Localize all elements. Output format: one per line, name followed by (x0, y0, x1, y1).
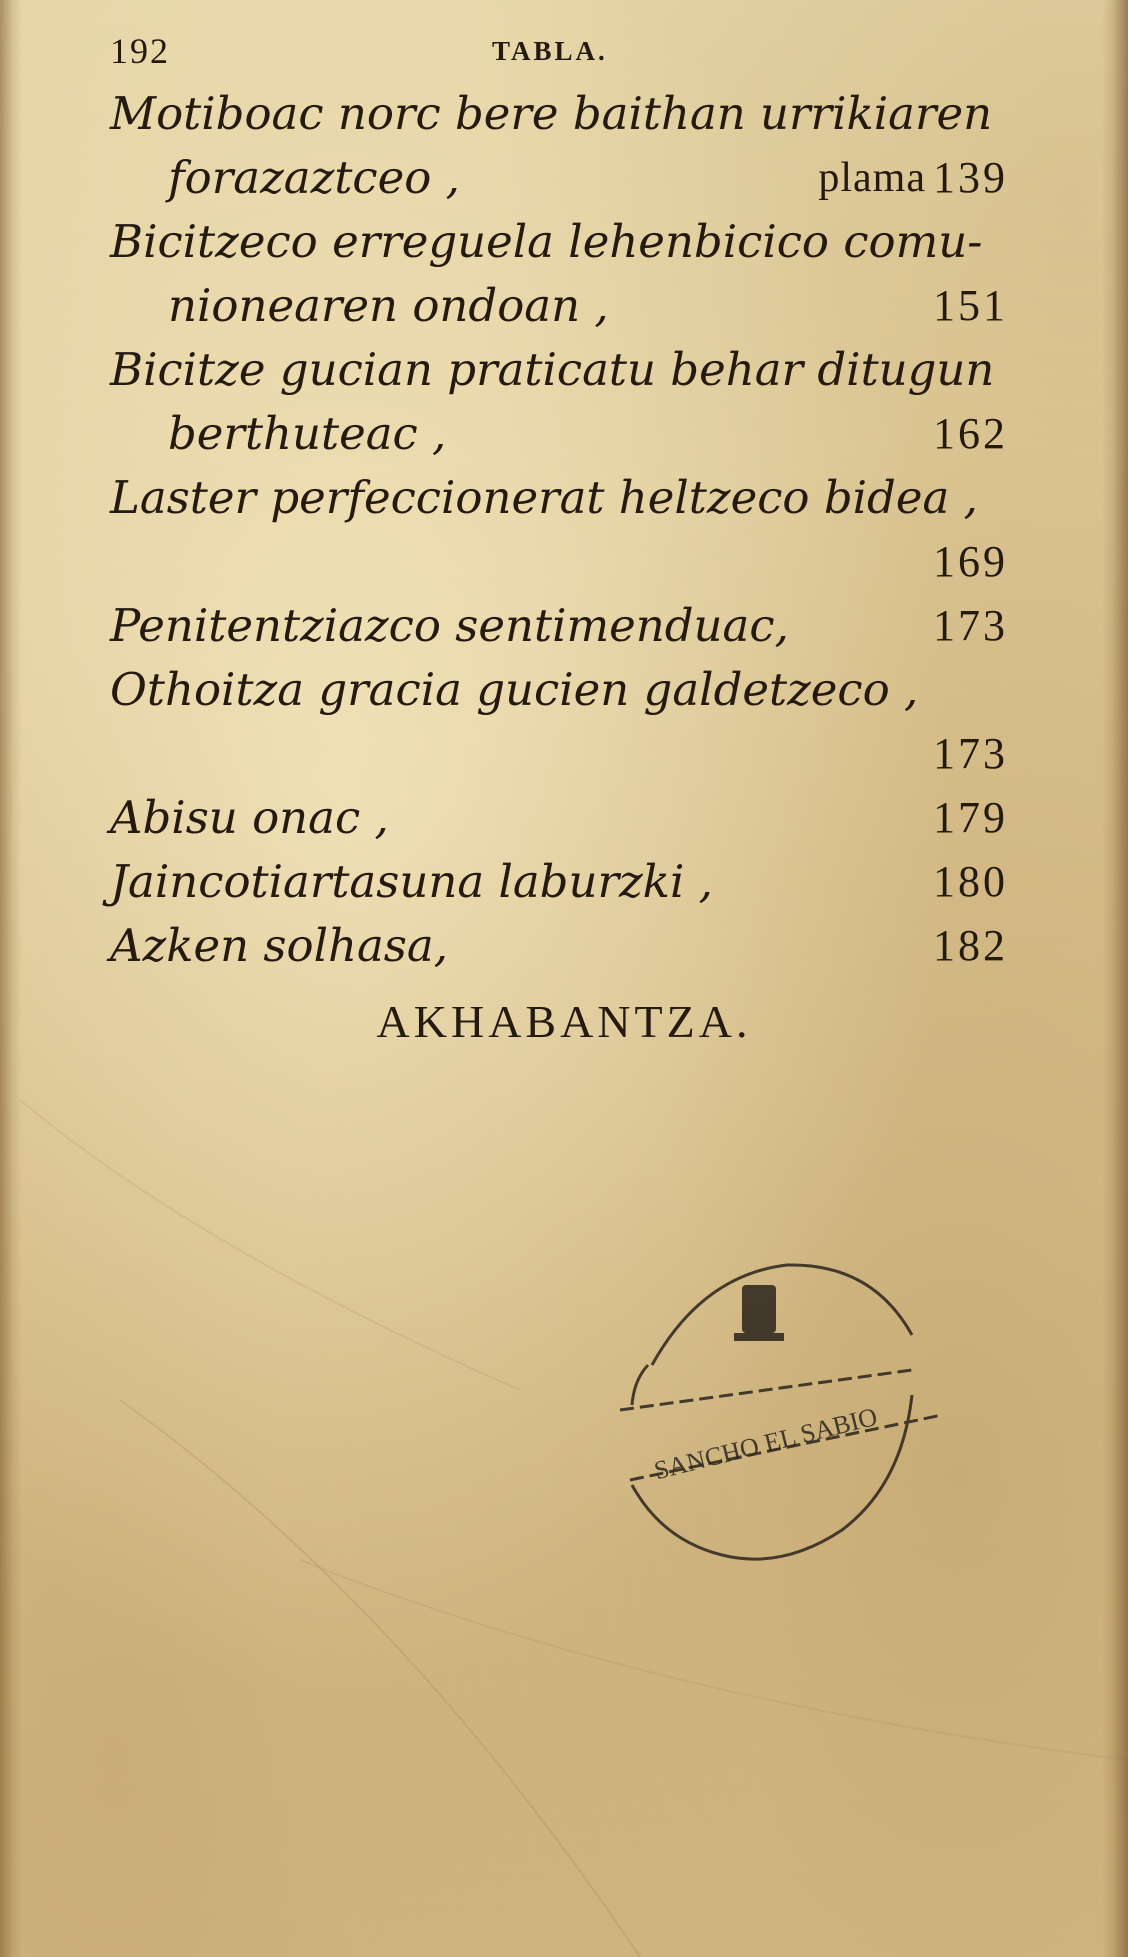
toc-page-number: 139 (933, 153, 1008, 202)
page-number: 192 (110, 31, 170, 71)
toc-entry-line (110, 466, 1016, 530)
stamp-emblem (734, 1285, 784, 1341)
toc-entry-line (110, 914, 1016, 978)
toc-entry-line (110, 658, 1016, 722)
toc-entry-title: forazaztceo , (168, 151, 460, 204)
toc-entry (110, 82, 1016, 210)
toc-entry-title: Bicitze gucian praticatu behar ditugun (110, 343, 995, 396)
end-word: AKHABANTZA. (376, 996, 752, 1047)
toc-entry-title: berthuteac , (168, 407, 447, 460)
toc-entry-line (110, 850, 1016, 914)
toc-entry (110, 786, 1016, 850)
toc-entry (110, 210, 1016, 338)
toc-entry-title: Othoitza gracia gucien galdetzeco , (110, 663, 919, 716)
toc-entry-title: Laster perfeccionerat heltzeco bidea , (110, 471, 978, 524)
toc-entry-line (110, 274, 1016, 338)
toc-page-number: 173 (933, 729, 1008, 778)
toc-page-number: 179 (933, 793, 1008, 842)
toc-page-number: 173 (933, 601, 1008, 650)
toc-entry-title: Bicitzeco erreguela lehenbicico comu- (110, 215, 983, 268)
toc-entry-line (110, 530, 1016, 594)
toc-entry (110, 594, 1016, 658)
table-of-contents (110, 82, 1016, 978)
toc-entry (110, 466, 1016, 594)
toc-entry (110, 850, 1016, 914)
running-head: TABLA. (492, 36, 608, 66)
toc-entry (110, 338, 1016, 466)
toc-entry-line (110, 146, 1016, 210)
toc-entry-title: Azken solhasa, (110, 919, 449, 972)
toc-page-number: 169 (933, 537, 1008, 586)
toc-entry-line (110, 786, 1016, 850)
toc-entry-title: Jaincotiartasuna laburzki , (110, 855, 713, 908)
toc-entry (110, 658, 1016, 786)
page-header (110, 30, 1010, 80)
toc-entry-title: Abisu onac , (110, 791, 389, 844)
toc-page-number: 162 (933, 409, 1008, 458)
toc-entry-title: Penitentziazco sentimenduac, (110, 599, 789, 652)
toc-entry-title: nionearen ondoan , (168, 279, 609, 332)
toc-page-number: 151 (933, 281, 1008, 330)
toc-entry-line (110, 722, 1016, 786)
toc-entry-title: Motiboac norc bere baithan urrikiaren (110, 87, 993, 140)
toc-entry-line (110, 594, 1016, 658)
stamp-text: SANCHO EL SABIO (651, 1401, 881, 1486)
toc-entry-line (110, 82, 1016, 146)
toc-entry-line (110, 338, 1016, 402)
toc-page-number: 180 (933, 857, 1008, 906)
toc-entry (110, 914, 1016, 978)
library-stamp (612, 1255, 942, 1575)
toc-entry-line (110, 402, 1016, 466)
toc-entry-label: plama (818, 155, 926, 201)
toc-entry-line (110, 210, 1016, 274)
toc-page-number: 182 (933, 921, 1008, 970)
